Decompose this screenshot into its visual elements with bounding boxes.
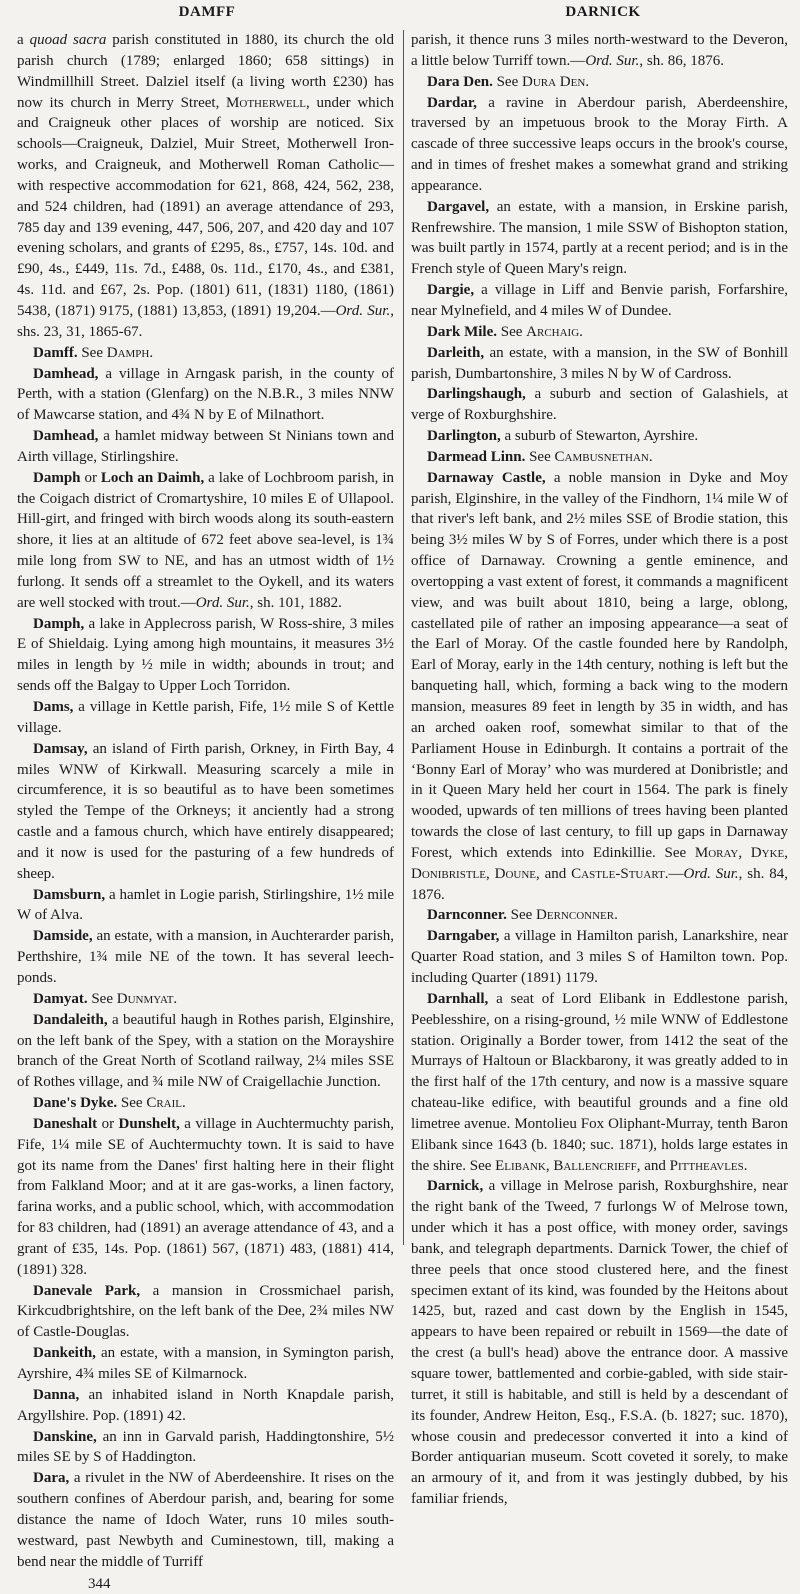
gazetteer-entry: [17, 1281, 394, 1344]
gazetteer-entry: [17, 364, 394, 427]
gazetteer-entry: [17, 1343, 394, 1385]
italic-text: Ord. Sur.: [195, 594, 250, 611]
entry-text: , sh. 101, 1882.: [249, 594, 342, 611]
entry-headword: Dunshelt,: [118, 1115, 180, 1132]
entry-text: .: [182, 1095, 186, 1112]
entry-headword: Danskine,: [33, 1428, 97, 1445]
entry-headword: Damff.: [33, 344, 78, 361]
entry-text: and: [640, 1157, 670, 1174]
gazetteer-entry: [411, 343, 788, 385]
entry-text: , sh. 86, 1876.: [639, 52, 724, 69]
entry-headword: Dark Mile.: [427, 323, 497, 340]
entry-text: a village in Hamilton parish, Lanarkshire, near Quarter Road station, and 3 miles S of Hamilton town. Pop. including Quarter (1891) 1179.: [411, 928, 788, 986]
entry-headword: Damside,: [33, 928, 93, 945]
entry-text: and: [539, 865, 572, 882]
entry-text: a village in Auchtermuchty parish, Fife, 1¼ mile SE of Auchtermuchty town. It is said to have got its name from the Danes' first halting here in their flight from Falkland Moor; and at it are gas-works, a linen factory, farina works, and a public school, which, with accommodation for 83 children, had (1891) an average attendance of 43, and a grant of £35, 14s. Pop. (1861) 567, (1871) 483, (1881) 414, (1891) 328.: [17, 1115, 394, 1278]
entry-text: See: [496, 323, 527, 340]
italic-text: Ord. Sur.: [335, 302, 391, 319]
cross-reference: Dunmyat: [116, 990, 174, 1007]
entry-headword: Darnaway Castle,: [427, 469, 546, 486]
entry-text: .: [149, 344, 154, 361]
gazetteer-entry: [17, 1114, 394, 1281]
cross-reference: Moray, Dyke, Donibristle, Doune,: [411, 844, 788, 882]
gazetteer-entry: [17, 614, 394, 697]
gazetteer-entry: [17, 1468, 394, 1572]
entry-text: See: [87, 990, 117, 1007]
cross-reference: Dura Den: [522, 73, 586, 90]
gazetteer-entry: [411, 447, 788, 468]
cross-reference: Damph: [106, 344, 150, 361]
gazetteer-entry: [411, 72, 788, 93]
gazetteer-entry: [17, 1010, 394, 1093]
entry-text: a suburb of Stewarton, Ayrshire.: [500, 428, 699, 445]
gazetteer-entry: [17, 1427, 394, 1469]
entry-headword: Damph,: [33, 615, 85, 632]
italic-text: quoad sacra: [29, 32, 107, 48]
entry-text: , under which and Craigneuk other places of worship are noticed. Six schools—Craigneuk, Dalziel, Muir Street, Motherwell Iron-works, and Craigneuk, and Motherwell Roman Catholic—with respective accommodation for 621, 868, 424, 562, 238, and 524 children, had (1891) an average attendance of 293, 785 day and 139 evening, 447, 506, 207, and 420 day and 107 evening scholars, and grants of £295, 8s., £757, 14s. 10d. and £90, 4s., £449, 11s. 7d., £488, 0s. 11d., £170, 4s., and £381, 4s. 11d. and £67, 2s. Pop. (1801) 611, (1831) 1180, (1861) 5438, (1871) 9175, (1881) 13,853, (1891) 19,204.—: [17, 94, 394, 319]
gazetteer-entry: [411, 905, 788, 926]
entry-headword: Damhead,: [33, 428, 99, 445]
entry-text: See: [492, 73, 522, 90]
entry-text: an inn in Garvald parish, Haddingtonshire, 5½ miles SE by S of Haddington.: [17, 1428, 394, 1466]
gazetteer-entry: [17, 739, 394, 885]
entry-headword: Dams,: [33, 699, 74, 715]
gazetteer-entry: [17, 426, 394, 468]
left-column: [17, 30, 394, 1594]
entry-headword: Darlingshaugh,: [427, 386, 526, 403]
entry-headword: Damph: [33, 469, 81, 486]
left-column-entries: [17, 30, 394, 1572]
cross-reference: Cambusnethan: [554, 448, 649, 465]
gazetteer-entry: [17, 885, 394, 927]
entry-text: a lake in Applecross parish, W Ross-shire, 3 miles E of Shieldaig. Lying among high mountains, it measures 3½ miles in length by ½ mile in width; abounds in trout; and sends off the Balgay to Upper Loch Torridon.: [17, 615, 394, 695]
gazetteer-entry: [411, 926, 788, 989]
cross-reference: Elibank, Ballencrieff,: [495, 1157, 641, 1174]
gazetteer-entry: [411, 197, 788, 280]
entry-text: an estate, with a mansion, in Symington parish, Ayrshire, 4¾ miles SE of Kilmarnock.: [17, 1345, 394, 1382]
gazetteer-entry: [411, 93, 788, 197]
continued-entry: [17, 30, 394, 343]
entry-text: parish, it thence runs 3 miles north-westward to the Deveron, a little below Turriff town.—: [411, 32, 788, 69]
italic-text: Ord. Sur.: [683, 865, 739, 882]
entry-headword: Dankeith,: [33, 1345, 96, 1362]
entry-headword: Dara,: [33, 1470, 70, 1487]
entry-text: a noble mansion in Dyke and Moy parish, Elginshire, in the valley of the Findhorn, 1¼ mile W of that river's left bank, and 2½ miles SSE of Brodie station, this being 3½ miles W by S of Forres, under which there is a post office of Darnaway. Crowning a gentle eminence, and overtopping a vast extent of forest, it commands a magnificent view, and was built about 1810, being a large, oblong, castellated pile of rather an imposing appearance—a seat of the Earl of Moray. Of the castle founded here by Randolph, Earl of Moray, early in the 14th century, nothing is left but the banqueting hall, which, forming a back wing to the modern mansion, measures 89 feet in length by 35 in width, and has an arched oaken roof, somewhat similar to that of the Parliament House in Edinburgh. It contains a portrait of the ‘Bonny Earl of Moray’ who was murdered at Donibristle; and in it Queen Mary held her court in 1564. The park is finely wooded, upwards of ten millions of trees having been planted towards the close of last century, to fill up gaps in Darnaway Forest, which extends into Edinkillie. See: [411, 469, 788, 861]
cross-reference: Pittheavles: [669, 1157, 744, 1174]
right-column: [411, 30, 788, 1510]
entry-text: a mansion in Crossmichael parish, Kirkcudbrightshire, on the left bank of the Dee, 2¾ miles NW of Castle-Douglas.: [17, 1282, 394, 1341]
entry-headword: Daneshalt: [33, 1115, 98, 1132]
entry-text: an estate, with a mansion, in the SW of Bonhill parish, Dumbartonshire, 3 miles N by W of Cardross.: [411, 344, 788, 382]
entry-text: an estate, with a mansion, in Erskine parish, Renfrewshire. The mansion, 1 mile SSW of Bishopton station, was built partly in 1574, partly at a recent period; and is in the French style of Queen Mary's reign.: [411, 198, 788, 278]
gazetteer-entry: [411, 384, 788, 426]
entry-headword: Darnconner.: [427, 907, 507, 924]
gazetteer-entry: [17, 989, 394, 1010]
entry-headword: Loch an Daimh,: [100, 469, 205, 486]
gazetteer-entry: [411, 426, 788, 447]
entry-headword: Darleith,: [427, 344, 485, 361]
cross-reference: Castle-Stuart: [571, 865, 665, 882]
entry-text: a beautiful haugh in Rothes parish, Elginshire, on the left bank of the Spey, with a station on the Morayshire branch of the Great North of Scotland railway, 2¼ miles SSE of Rothes village, and ¾ mile NW of Craigellachie Junction.: [17, 1011, 394, 1091]
cross-reference: Archaig: [526, 323, 580, 340]
entry-headword: Dargie,: [427, 282, 475, 299]
entry-text: See: [117, 1095, 147, 1112]
gazetteer-entry: [17, 343, 394, 364]
entry-text: .: [743, 1157, 748, 1174]
entry-headword: Darngaber,: [427, 928, 500, 945]
entry-headword: Danna,: [33, 1386, 80, 1403]
column-divider: [403, 30, 404, 1245]
gazetteer-entry: [17, 1385, 394, 1427]
gazetteer-entry: [411, 989, 788, 1177]
entry-headword: Dardar,: [427, 94, 477, 111]
entry-headword: Danevale Park,: [33, 1282, 141, 1299]
entry-text: or: [97, 1115, 119, 1132]
running-head-right: DARNICK: [565, 4, 641, 20]
continued-entry: [411, 30, 788, 72]
entry-headword: Damyat.: [33, 990, 88, 1007]
entry-text: .: [614, 907, 618, 924]
gazetteer-entry: [411, 280, 788, 322]
entry-text: an inhabited island in North Knapdale parish, Argyllshire. Pop. (1891) 42.: [17, 1386, 394, 1424]
entry-text: an island of Firth parish, Orkney, in Firth Bay, 4 miles WNW of Kirkwall. Measuring scarcely a mile in circumference, it is so beautiful as to have been sometimes styled the Tempe of the Orkneys; it anciently had a strong castle and a famous church, which have entirely disappeared; and it now is used for the pasturing of a few hundreds of sheep.: [17, 740, 394, 882]
entry-text: an estate, with a mansion, in Auchterarder parish, Perthshire, 1¾ mile NE of the town. It has several leech-ponds.: [17, 928, 394, 986]
entry-headword: Damsay,: [33, 740, 88, 757]
entry-headword: Dara Den.: [427, 73, 493, 90]
entry-text: .: [648, 448, 653, 465]
entry-text: a: [17, 32, 30, 48]
entry-headword: Damsburn,: [33, 886, 106, 903]
entry-headword: Darlington,: [427, 428, 501, 445]
entry-text: a seat of Lord Elibank in Eddlestone parish, Peeblesshire, on a rising-ground, ½ mile WNW of Eddlestone station. Originally a Border tower, from 1412 the seat of the Murrays of Haltoun or Blackbarony, it was greatly added to in the first half of the 17th century, and now is a massive square chateau-like edifice, with beautiful grounds and a fine old limetree avenue. Montolieu Fox Oliphant-Murray, tenth Baron Elibank since 1643 (b. 1840; suc. 1871), holds large estates in the shire. See: [411, 990, 788, 1174]
entry-headword: Dargavel,: [427, 198, 490, 215]
entry-headword: Darnhall,: [427, 990, 489, 1007]
entry-text: a hamlet in Logie parish, Stirlingshire, 1½ mile W of Alva.: [17, 886, 394, 924]
entry-headword: Dandaleith,: [33, 1011, 108, 1028]
entry-text: , shs. 23, 31, 1865-67.: [17, 302, 394, 340]
entry-headword: Darnick,: [427, 1178, 484, 1195]
entry-text: .—: [664, 865, 684, 882]
entry-text: a village in Kettle parish, Fife, 1½ mile S of Kettle village.: [17, 699, 394, 736]
gazetteer-entry: [17, 468, 394, 614]
entry-text: a village in Melrose parish, Roxburghshire, near the right bank of the Tweed, 7 furlongs W of Melrose town, under which it has a post office, with money order, savings bank, and telegraph departments. Darnick Tower, the chief of three peels that once stood clustered here, and the finest specimen extant of its kind, was founded by the Heitons about 1425, but, razed and cast down by the English in 1545, appears to have been repaired or rebuilt in 1569—the date of the crest (a bull's head) above the entrance door. A massive square tower, battlemented and corbie-gabled, with side stair-turret, it still is habitable, and still is held by a descendant of its founder, Andrew Heiton, Esq., F.S.A. (b. 1827; suc. 1870), whose cousin and predecessor converted it into a kind of Border antiquarian museum. Scott coveted it sorely, to make an armoury of it, and from it was jestingly dubbed, by his familiar friends,: [411, 1178, 788, 1508]
entry-text: , sh. 84, 1876.: [411, 865, 788, 903]
entry-text: .: [585, 73, 590, 90]
right-column-entries: [411, 30, 788, 1510]
entry-text: a rivulet in the NW of Aberdeenshire. It rises on the southern confines of Aberdour parish, and, bearing for some distance the name of Idoch Water, runs 10 miles south-westward, past Newbyth and Cuminestown, till, making a bend near the middle of Turriff: [17, 1470, 394, 1570]
entry-text: a ravine in Aberdour parish, Aberdeenshire, traversed by an impetuous brook to the Moray Firth. A cascade of three successive leaps occurs in the brook's course, and in times of freshet makes a somewhat grand and striking appearance.: [411, 94, 788, 194]
gazetteer-entry: [411, 1176, 788, 1510]
italic-text: Ord. Sur.: [585, 52, 640, 69]
entry-headword: Dane's Dyke.: [33, 1095, 118, 1112]
entry-headword: Damhead,: [33, 365, 99, 382]
cross-reference: Crail: [146, 1095, 183, 1112]
entry-text: a suburb and section of Galashiels, at verge of Roxburghshire.: [411, 386, 788, 424]
entry-text: a lake of Lochbroom parish, in the Coigach district of Cromartyshire, 10 miles E of Ullapool. Hill-girt, and fringed with birch woods along its south-eastern shore, it lies at an altitude of 672 feet above sea-level, is 1¾ mile long from SW to NE, and has an utmost width of 1½ furlong. It sends off a streamlet to the Oykell, and its waters are well stocked with trout.—: [17, 469, 395, 611]
entry-headword: Darmead Linn.: [427, 448, 526, 465]
entry-text: or: [80, 469, 101, 486]
entry-text: See: [506, 907, 537, 924]
entry-text: a hamlet midway between St Ninians town and Airth village, Stirlingshire.: [17, 428, 394, 465]
page-number: 344: [88, 1576, 111, 1593]
entry-text: See: [77, 344, 107, 361]
entry-text: a village in Liff and Benvie parish, Forfarshire, near Mylnefield, and 4 miles W of Dundee.: [411, 282, 788, 319]
gazetteer-entry: [411, 468, 788, 906]
gazetteer-entry: [411, 322, 788, 343]
gazetteer-entry: [17, 697, 394, 739]
entry-text: parish constituted in 1880, its church the old parish church (1789; enlarged 1860; 658 sittings) in Windmillhill Street. Dalziel itself (a living worth £230) has now its church in Merry Street,: [17, 32, 394, 111]
cross-reference: Dernconner: [536, 907, 615, 924]
gazetteer-entry: [17, 926, 394, 989]
entry-text: See: [525, 448, 555, 465]
entry-text: a village in Arngask parish, in the county of Perth, with a station (Glenfarg) on the N.B.R., 3 miles NNW of Mawcarse station, and 4¾ N by E of Milnathort.: [17, 365, 394, 424]
entry-text: .: [579, 323, 583, 340]
running-head-left: DAMFF: [178, 4, 236, 20]
cross-reference: Motherwell: [226, 94, 306, 111]
entry-text: .: [173, 990, 178, 1007]
gazetteer-entry: [17, 1093, 394, 1114]
